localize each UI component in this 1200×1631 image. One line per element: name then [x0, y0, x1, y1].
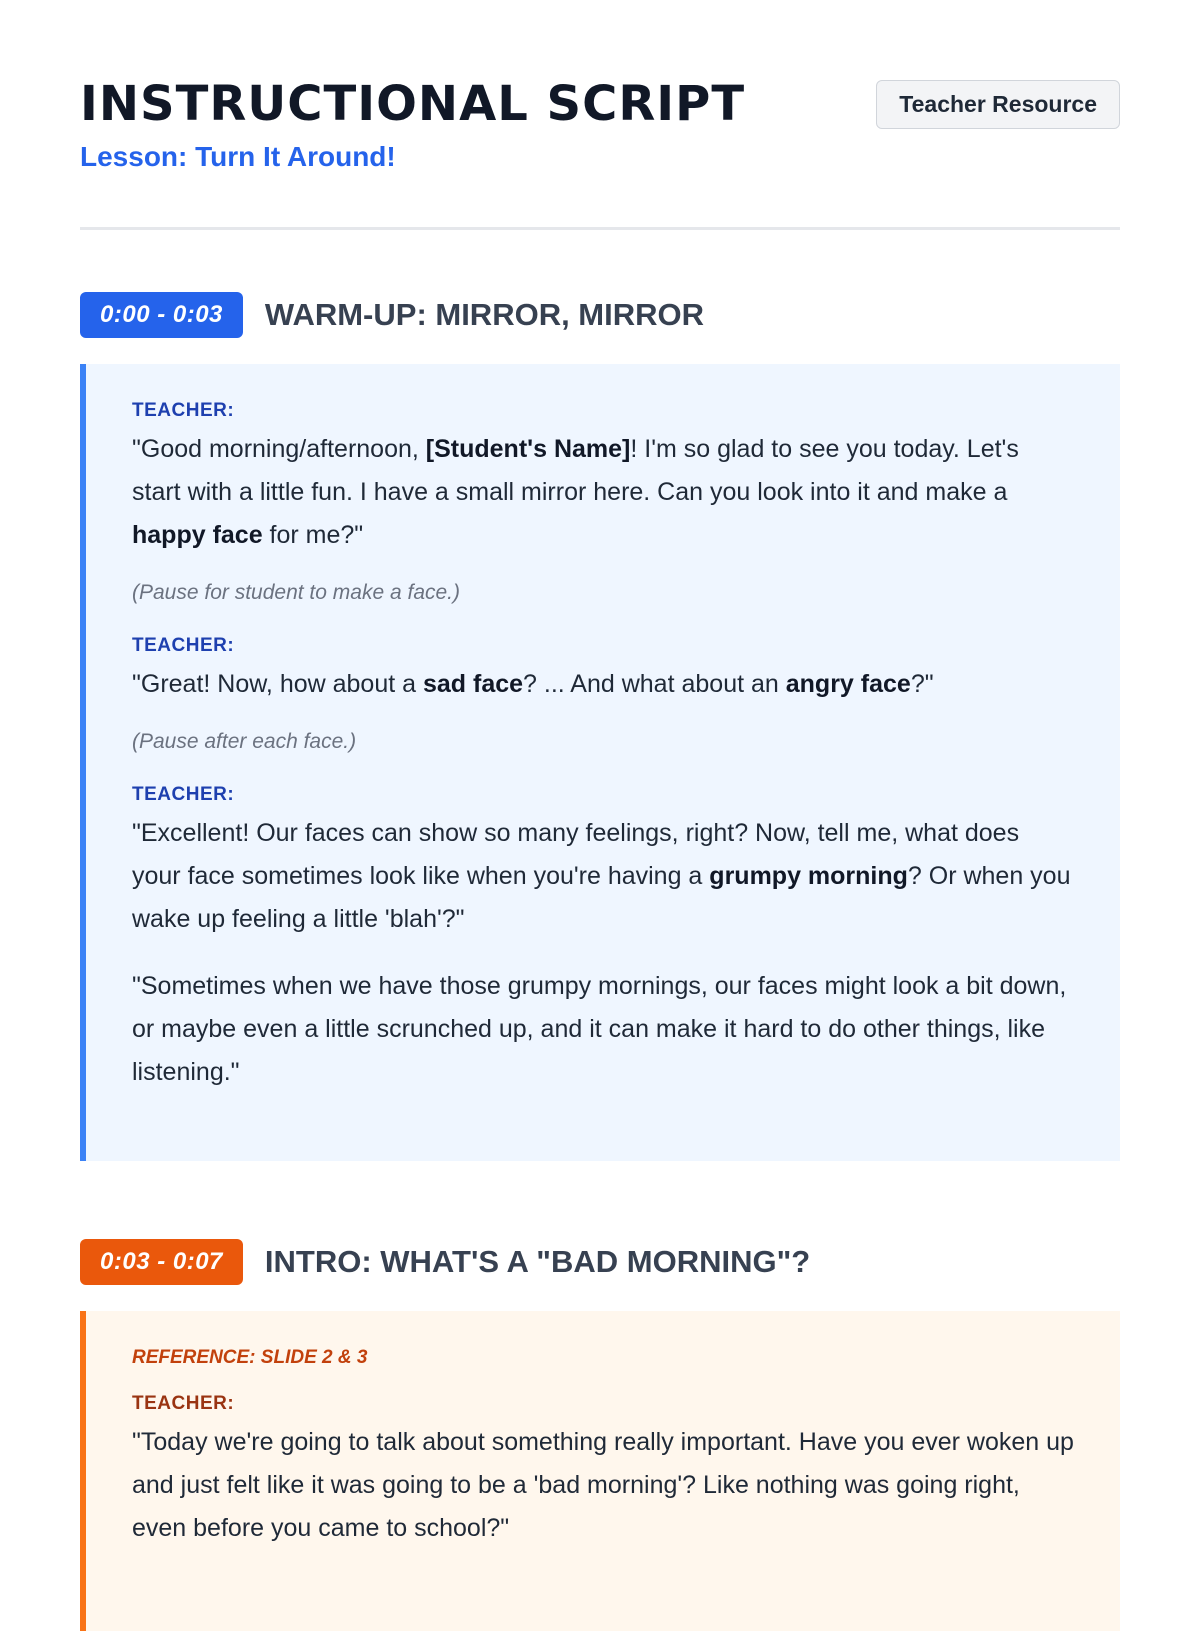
- slide-reference: REFERENCE: SLIDE 2 & 3: [132, 1347, 368, 1368]
- time-badge: 0:03 - 0:07: [80, 1239, 243, 1285]
- emphasis-text: sad face: [422, 670, 524, 698]
- time-badge: 0:00 - 0:03: [80, 292, 243, 338]
- teacher-line: "Today we're going to talk about something really important. Have you ever woken up and just felt like it was going to be a 'bad morning'? Like nothing was going right, even before you came to school?": [132, 1428, 1074, 1542]
- teacher-line: "Sometimes when we have those grumpy mornings, our faces might look a bit down, or maybe even a little scrunched up, and it can make it hard to do other things, like listening.": [132, 972, 1067, 1086]
- emphasis-text: [Student's Name]: [425, 435, 631, 463]
- section-title: WARM-UP: MIRROR, MIRROR: [264, 297, 705, 332]
- emphasis-text: angry face: [785, 670, 911, 698]
- teacher-line: "Good morning/afternoon, [Student's Name]! I'm so glad to see you today. Let's start with a little fun. I have a small mirror here. Can you look into it and make a happy face for me?": [132, 435, 1019, 549]
- section-title: INTRO: WHAT'S A "BAD MORNING"?: [264, 1244, 811, 1279]
- header: [80, 78, 1120, 173]
- lesson-subtitle: Lesson: Turn It Around!: [80, 140, 396, 172]
- script-box-warmup: [80, 364, 1120, 1161]
- speaker-label: TEACHER:: [132, 400, 235, 421]
- header-divider: [80, 227, 1120, 230]
- teacher-line: "Excellent! Our faces can show so many feelings, right? Now, tell me, what does your face sometimes look like when you're having a grumpy morning? Or when you wake up feeling a little 'blah'?": [132, 819, 1071, 933]
- teacher-line: "Great! Now, how about a sad face? ... And what about an angry face?": [132, 670, 934, 698]
- speaker-label: TEACHER:: [132, 1393, 235, 1414]
- emphasis-text: happy face: [132, 521, 263, 549]
- emphasis-text: grumpy morning: [709, 862, 908, 890]
- stage-direction: (Pause for student to make a face.): [132, 581, 461, 604]
- speaker-label: TEACHER:: [132, 635, 235, 656]
- stage-direction: (Pause after each face.): [132, 730, 357, 753]
- speaker-label: TEACHER:: [132, 784, 235, 805]
- section-header-intro: [80, 1239, 810, 1285]
- page-title: INSTRUCTIONAL SCRIPT: [80, 76, 746, 132]
- teacher-resource-badge: Teacher Resource: [876, 80, 1120, 129]
- section-header-warmup: [80, 292, 704, 338]
- script-box-intro: [80, 1311, 1120, 1631]
